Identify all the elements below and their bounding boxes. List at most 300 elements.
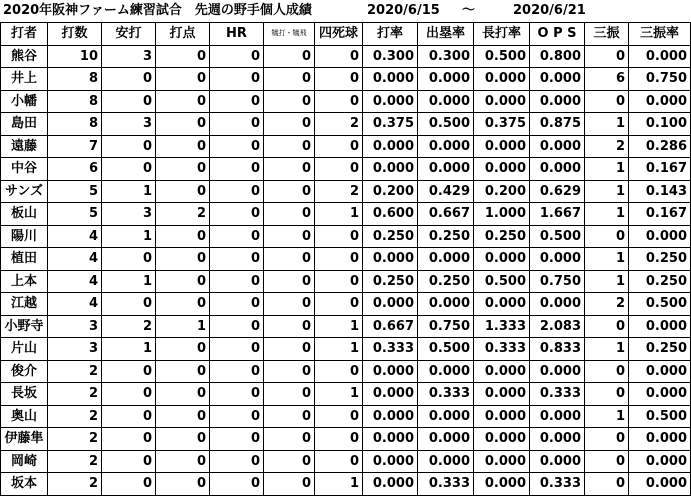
- walks-cell: 2: [315, 113, 363, 136]
- table-row: [1, 405, 691, 428]
- strikeouts-cell: 0: [585, 90, 629, 113]
- rbi-cell: 0: [156, 360, 210, 383]
- ops-cell: 0.000: [530, 158, 585, 181]
- avg-cell: 0.000: [363, 68, 418, 91]
- sacrifice-cell: 0: [264, 113, 315, 136]
- ops-cell: 0.875: [530, 113, 585, 136]
- slg-cell: 0.375: [474, 113, 530, 136]
- walks-cell: 1: [315, 315, 363, 338]
- rbi-cell: 0: [156, 428, 210, 451]
- batter-name-cell: 熊谷: [1, 45, 48, 68]
- hits-cell: 0: [102, 293, 156, 316]
- obp-cell: 0.500: [418, 338, 474, 361]
- strikeouts-cell: 1: [585, 203, 629, 226]
- batter-name-cell: 井上: [1, 68, 48, 91]
- strikeouts-cell: 0: [585, 360, 629, 383]
- at-bats-cell: 2: [48, 450, 102, 473]
- hits-cell: 0: [102, 90, 156, 113]
- walks-cell: 0: [315, 135, 363, 158]
- hr-cell: 0: [210, 360, 264, 383]
- table-row: [1, 360, 691, 383]
- strikeouts-cell: 0: [585, 45, 629, 68]
- ops-cell: 0.000: [530, 90, 585, 113]
- batter-name-cell: 島田: [1, 113, 48, 136]
- obp-cell: 0.250: [418, 225, 474, 248]
- slg-cell: 0.000: [474, 293, 530, 316]
- obp-cell: 0.429: [418, 180, 474, 203]
- avg-cell: 0.000: [363, 248, 418, 271]
- ops-cell: 0.000: [530, 135, 585, 158]
- walks-cell: 0: [315, 450, 363, 473]
- avg-cell: 0.333: [363, 338, 418, 361]
- sacrifice-cell: 0: [264, 338, 315, 361]
- ops-cell: 0.629: [530, 180, 585, 203]
- hits-cell: 1: [102, 225, 156, 248]
- hr-cell: 0: [210, 428, 264, 451]
- obp-cell: 0.000: [418, 293, 474, 316]
- walks-cell: 0: [315, 293, 363, 316]
- walks-cell: 1: [315, 338, 363, 361]
- strikeout-rate-cell: 0.000: [629, 225, 691, 248]
- batter-name-cell: 遠藤: [1, 135, 48, 158]
- obp-cell: 0.000: [418, 135, 474, 158]
- at-bats-cell: 4: [48, 248, 102, 271]
- slg-cell: 0.000: [474, 68, 530, 91]
- hits-cell: 0: [102, 473, 156, 496]
- strikeout-rate-cell: 0.250: [629, 338, 691, 361]
- batter-name-cell: 中谷: [1, 158, 48, 181]
- rbi-cell: 0: [156, 270, 210, 293]
- at-bats-cell: 3: [48, 338, 102, 361]
- slg-cell: 0.200: [474, 180, 530, 203]
- col-header-hr: HR: [210, 23, 264, 46]
- hr-cell: 0: [210, 383, 264, 406]
- col-header-ops: O P S: [530, 23, 585, 46]
- rbi-cell: 0: [156, 338, 210, 361]
- at-bats-cell: 3: [48, 315, 102, 338]
- rbi-cell: 0: [156, 383, 210, 406]
- table-row: [1, 113, 691, 136]
- sacrifice-cell: 0: [264, 248, 315, 271]
- sacrifice-cell: 0: [264, 158, 315, 181]
- slg-cell: 1.000: [474, 203, 530, 226]
- avg-cell: 0.000: [363, 383, 418, 406]
- strikeout-rate-cell: 0.250: [629, 270, 691, 293]
- col-header-obp: 出塁率: [418, 23, 474, 46]
- slg-cell: 0.000: [474, 248, 530, 271]
- hits-cell: 0: [102, 383, 156, 406]
- batter-name-cell: 伊藤隼: [1, 428, 48, 451]
- avg-cell: 0.000: [363, 360, 418, 383]
- table-row: [1, 158, 691, 181]
- hits-cell: 0: [102, 158, 156, 181]
- avg-cell: 0.200: [363, 180, 418, 203]
- sacrifice-cell: 0: [264, 270, 315, 293]
- hr-cell: 0: [210, 225, 264, 248]
- obp-cell: 0.000: [418, 158, 474, 181]
- hr-cell: 0: [210, 45, 264, 68]
- sacrifice-cell: 0: [264, 135, 315, 158]
- obp-cell: 0.000: [418, 428, 474, 451]
- obp-cell: 0.500: [418, 113, 474, 136]
- table-row: [1, 135, 691, 158]
- strikeout-rate-cell: 0.000: [629, 428, 691, 451]
- avg-cell: 0.667: [363, 315, 418, 338]
- col-header-slg: 長打率: [474, 23, 530, 46]
- table-row: [1, 203, 691, 226]
- hits-cell: 0: [102, 428, 156, 451]
- sacrifice-cell: 0: [264, 315, 315, 338]
- strikeouts-cell: 1: [585, 158, 629, 181]
- at-bats-cell: 4: [48, 293, 102, 316]
- hits-cell: 1: [102, 270, 156, 293]
- hits-cell: 0: [102, 360, 156, 383]
- strikeouts-cell: 1: [585, 248, 629, 271]
- title-bar: [0, 0, 640, 22]
- at-bats-cell: 5: [48, 180, 102, 203]
- table-row: [1, 248, 691, 271]
- obp-cell: 0.333: [418, 383, 474, 406]
- batter-name-cell: 坂本: [1, 473, 48, 496]
- ops-cell: 0.000: [530, 293, 585, 316]
- strikeouts-cell: 1: [585, 338, 629, 361]
- strikeout-rate-cell: 0.000: [629, 315, 691, 338]
- col-header-rbi: 打点: [156, 23, 210, 46]
- slg-cell: 0.000: [474, 450, 530, 473]
- hits-cell: 3: [102, 113, 156, 136]
- strikeouts-cell: 2: [585, 135, 629, 158]
- at-bats-cell: 8: [48, 113, 102, 136]
- hits-cell: 0: [102, 248, 156, 271]
- at-bats-cell: 10: [48, 45, 102, 68]
- avg-cell: 0.000: [363, 428, 418, 451]
- walks-cell: 0: [315, 158, 363, 181]
- strikeout-rate-cell: 0.500: [629, 293, 691, 316]
- ops-cell: 0.800: [530, 45, 585, 68]
- avg-cell: 0.000: [363, 158, 418, 181]
- rbi-cell: 0: [156, 158, 210, 181]
- table-row: [1, 473, 691, 496]
- strikeouts-cell: 0: [585, 473, 629, 496]
- strikeout-rate-cell: 0.167: [629, 203, 691, 226]
- table-row: [1, 270, 691, 293]
- rbi-cell: 0: [156, 113, 210, 136]
- hits-cell: 3: [102, 203, 156, 226]
- sacrifice-cell: 0: [264, 180, 315, 203]
- slg-cell: 0.000: [474, 90, 530, 113]
- sacrifice-cell: 0: [264, 383, 315, 406]
- table-row: [1, 225, 691, 248]
- hr-cell: 0: [210, 113, 264, 136]
- strikeout-rate-cell: 0.000: [629, 383, 691, 406]
- ops-cell: 0.000: [530, 450, 585, 473]
- table-row: [1, 450, 691, 473]
- col-header-sacrifice: 犠打・犠飛: [264, 23, 315, 46]
- ops-cell: 0.000: [530, 68, 585, 91]
- table-row: [1, 293, 691, 316]
- avg-cell: 0.000: [363, 90, 418, 113]
- col-header-at-bats: 打数: [48, 23, 102, 46]
- sacrifice-cell: 0: [264, 203, 315, 226]
- batter-name-cell: 植田: [1, 248, 48, 271]
- walks-cell: 0: [315, 405, 363, 428]
- hits-cell: 3: [102, 45, 156, 68]
- obp-cell: 0.300: [418, 45, 474, 68]
- obp-cell: 0.000: [418, 248, 474, 271]
- walks-cell: 1: [315, 473, 363, 496]
- ops-cell: 2.083: [530, 315, 585, 338]
- at-bats-cell: 2: [48, 473, 102, 496]
- at-bats-cell: 5: [48, 203, 102, 226]
- ops-cell: 0.333: [530, 383, 585, 406]
- strikeout-rate-cell: 0.750: [629, 68, 691, 91]
- strikeout-rate-cell: 0.000: [629, 450, 691, 473]
- hr-cell: 0: [210, 293, 264, 316]
- avg-cell: 0.375: [363, 113, 418, 136]
- slg-cell: 0.500: [474, 270, 530, 293]
- rbi-cell: 0: [156, 225, 210, 248]
- at-bats-cell: 6: [48, 158, 102, 181]
- slg-cell: 0.000: [474, 360, 530, 383]
- table-row: [1, 338, 691, 361]
- hr-cell: 0: [210, 270, 264, 293]
- rbi-cell: 0: [156, 248, 210, 271]
- rbi-cell: 0: [156, 450, 210, 473]
- walks-cell: 0: [315, 45, 363, 68]
- batting-stats-table: [0, 22, 691, 496]
- batter-name-cell: 小野寺: [1, 315, 48, 338]
- walks-cell: 0: [315, 225, 363, 248]
- sacrifice-cell: 0: [264, 360, 315, 383]
- table-row: [1, 90, 691, 113]
- batter-name-cell: 片山: [1, 338, 48, 361]
- batter-name-cell: 江越: [1, 293, 48, 316]
- strikeouts-cell: 0: [585, 450, 629, 473]
- at-bats-cell: 2: [48, 405, 102, 428]
- batter-name-cell: 上本: [1, 270, 48, 293]
- strikeouts-cell: 1: [585, 113, 629, 136]
- slg-cell: 0.000: [474, 158, 530, 181]
- col-header-strikeouts: 三振: [585, 23, 629, 46]
- slg-cell: 0.250: [474, 225, 530, 248]
- strikeouts-cell: 0: [585, 383, 629, 406]
- walks-cell: 0: [315, 248, 363, 271]
- sacrifice-cell: 0: [264, 45, 315, 68]
- sacrifice-cell: 0: [264, 428, 315, 451]
- slg-cell: 0.333: [474, 338, 530, 361]
- slg-cell: 0.000: [474, 383, 530, 406]
- batter-name-cell: 長坂: [1, 383, 48, 406]
- hr-cell: 0: [210, 473, 264, 496]
- strikeout-rate-cell: 0.500: [629, 405, 691, 428]
- strikeout-rate-cell: 0.250: [629, 248, 691, 271]
- slg-cell: 0.500: [474, 45, 530, 68]
- table-row: [1, 68, 691, 91]
- sacrifice-cell: 0: [264, 68, 315, 91]
- hr-cell: 0: [210, 135, 264, 158]
- strikeout-rate-cell: 0.000: [629, 45, 691, 68]
- date-from: 2020/6/15: [367, 3, 440, 18]
- ops-cell: 0.000: [530, 405, 585, 428]
- strikeout-rate-cell: 0.100: [629, 113, 691, 136]
- slg-cell: 0.000: [474, 135, 530, 158]
- at-bats-cell: 2: [48, 360, 102, 383]
- sacrifice-cell: 0: [264, 293, 315, 316]
- batter-name-cell: 俊介: [1, 360, 48, 383]
- obp-cell: 0.000: [418, 68, 474, 91]
- at-bats-cell: 8: [48, 90, 102, 113]
- avg-cell: 0.000: [363, 450, 418, 473]
- col-header-batter: 打者: [1, 23, 48, 46]
- slg-cell: 0.000: [474, 428, 530, 451]
- at-bats-cell: 2: [48, 428, 102, 451]
- strikeouts-cell: 1: [585, 180, 629, 203]
- avg-cell: 0.250: [363, 225, 418, 248]
- avg-cell: 0.000: [363, 473, 418, 496]
- at-bats-cell: 8: [48, 68, 102, 91]
- at-bats-cell: 4: [48, 225, 102, 248]
- hr-cell: 0: [210, 203, 264, 226]
- strikeout-rate-cell: 0.167: [629, 158, 691, 181]
- strikeouts-cell: 6: [585, 68, 629, 91]
- rbi-cell: 0: [156, 473, 210, 496]
- table-row: [1, 383, 691, 406]
- hr-cell: 0: [210, 90, 264, 113]
- hr-cell: 0: [210, 450, 264, 473]
- avg-cell: 0.000: [363, 135, 418, 158]
- table-row: [1, 180, 691, 203]
- obp-cell: 0.667: [418, 203, 474, 226]
- batter-name-cell: サンズ: [1, 180, 48, 203]
- hits-cell: 0: [102, 405, 156, 428]
- batter-name-cell: 陽川: [1, 225, 48, 248]
- table-row: [1, 315, 691, 338]
- walks-cell: 1: [315, 203, 363, 226]
- strikeouts-cell: 0: [585, 315, 629, 338]
- table-row: [1, 428, 691, 451]
- hr-cell: 0: [210, 180, 264, 203]
- ops-cell: 0.333: [530, 473, 585, 496]
- col-header-strikeout-rate: 三振率: [629, 23, 691, 46]
- hits-cell: 2: [102, 315, 156, 338]
- walks-cell: 0: [315, 270, 363, 293]
- hr-cell: 0: [210, 315, 264, 338]
- col-header-avg: 打率: [363, 23, 418, 46]
- date-to: 2020/6/21: [513, 3, 586, 18]
- ops-cell: 0.000: [530, 360, 585, 383]
- strikeout-rate-cell: 0.286: [629, 135, 691, 158]
- strikeout-rate-cell: 0.000: [629, 90, 691, 113]
- walks-cell: 1: [315, 383, 363, 406]
- avg-cell: 0.250: [363, 270, 418, 293]
- walks-cell: 0: [315, 68, 363, 91]
- hits-cell: 0: [102, 135, 156, 158]
- avg-cell: 0.600: [363, 203, 418, 226]
- sacrifice-cell: 0: [264, 405, 315, 428]
- obp-cell: 0.000: [418, 405, 474, 428]
- hr-cell: 0: [210, 248, 264, 271]
- obp-cell: 0.250: [418, 270, 474, 293]
- hr-cell: 0: [210, 68, 264, 91]
- ops-cell: 1.667: [530, 203, 585, 226]
- slg-cell: 0.000: [474, 473, 530, 496]
- sacrifice-cell: 0: [264, 90, 315, 113]
- at-bats-cell: 2: [48, 383, 102, 406]
- sacrifice-cell: 0: [264, 225, 315, 248]
- table-row: [1, 45, 691, 68]
- batter-name-cell: 岡崎: [1, 450, 48, 473]
- rbi-cell: 0: [156, 293, 210, 316]
- rbi-cell: 0: [156, 135, 210, 158]
- obp-cell: 0.000: [418, 360, 474, 383]
- hr-cell: 0: [210, 158, 264, 181]
- ops-cell: 0.833: [530, 338, 585, 361]
- sacrifice-cell: 0: [264, 450, 315, 473]
- hits-cell: 0: [102, 450, 156, 473]
- avg-cell: 0.000: [363, 405, 418, 428]
- avg-cell: 0.000: [363, 293, 418, 316]
- rbi-cell: 2: [156, 203, 210, 226]
- strikeouts-cell: 1: [585, 405, 629, 428]
- strikeouts-cell: 2: [585, 293, 629, 316]
- batter-name-cell: 小幡: [1, 90, 48, 113]
- slg-cell: 0.000: [474, 405, 530, 428]
- hits-cell: 1: [102, 338, 156, 361]
- at-bats-cell: 7: [48, 135, 102, 158]
- strikeout-rate-cell: 0.143: [629, 180, 691, 203]
- col-header-hits: 安打: [102, 23, 156, 46]
- obp-cell: 0.000: [418, 90, 474, 113]
- rbi-cell: 1: [156, 315, 210, 338]
- walks-cell: 0: [315, 360, 363, 383]
- hits-cell: 0: [102, 68, 156, 91]
- rbi-cell: 0: [156, 90, 210, 113]
- ops-cell: 0.500: [530, 225, 585, 248]
- walks-cell: 0: [315, 90, 363, 113]
- batter-name-cell: 板山: [1, 203, 48, 226]
- strikeouts-cell: 0: [585, 225, 629, 248]
- hits-cell: 1: [102, 180, 156, 203]
- hr-cell: 0: [210, 338, 264, 361]
- header-row: [1, 23, 691, 46]
- strikeouts-cell: 1: [585, 270, 629, 293]
- ops-cell: 0.750: [530, 270, 585, 293]
- sacrifice-cell: 0: [264, 473, 315, 496]
- strikeouts-cell: 0: [585, 428, 629, 451]
- rbi-cell: 0: [156, 68, 210, 91]
- walks-cell: 2: [315, 180, 363, 203]
- rbi-cell: 0: [156, 405, 210, 428]
- obp-cell: 0.333: [418, 473, 474, 496]
- col-header-walks: 四死球: [315, 23, 363, 46]
- at-bats-cell: 4: [48, 270, 102, 293]
- walks-cell: 0: [315, 428, 363, 451]
- date-separator: ～: [462, 3, 476, 18]
- strikeout-rate-cell: 0.000: [629, 473, 691, 496]
- obp-cell: 0.750: [418, 315, 474, 338]
- avg-cell: 0.300: [363, 45, 418, 68]
- ops-cell: 0.000: [530, 248, 585, 271]
- obp-cell: 0.000: [418, 450, 474, 473]
- batter-name-cell: 奥山: [1, 405, 48, 428]
- strikeout-rate-cell: 0.000: [629, 360, 691, 383]
- hr-cell: 0: [210, 405, 264, 428]
- ops-cell: 0.000: [530, 428, 585, 451]
- rbi-cell: 0: [156, 180, 210, 203]
- sheet-title: 2020年阪神ファーム練習試合 先週の野手個人成績: [3, 3, 312, 18]
- slg-cell: 1.333: [474, 315, 530, 338]
- rbi-cell: 0: [156, 45, 210, 68]
